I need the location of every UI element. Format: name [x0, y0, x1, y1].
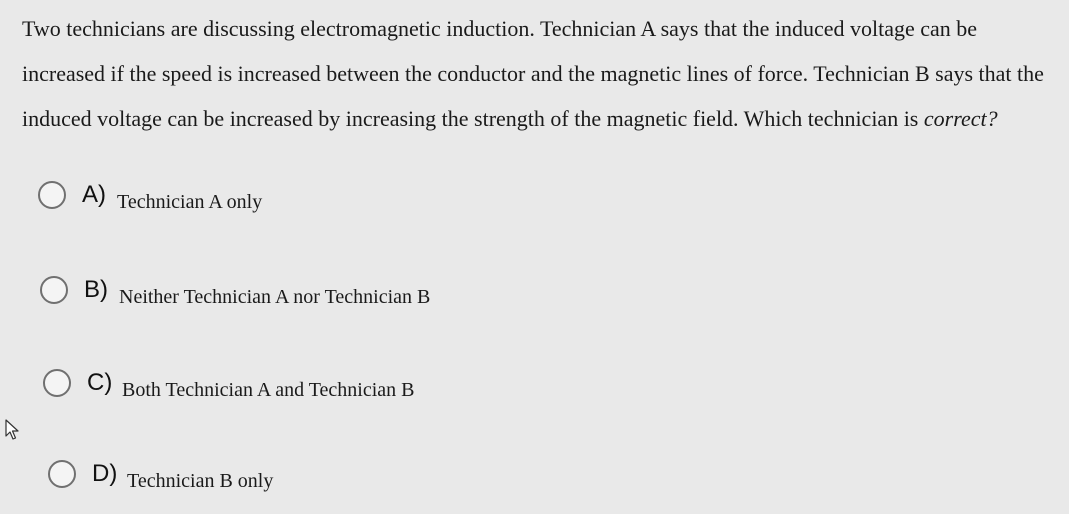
option-letter-b: B): [84, 276, 108, 303]
option-d[interactable]: [48, 460, 308, 500]
option-label-b: Neither Technician A nor Technician B: [119, 286, 431, 308]
question-body: Two technicians are discussing electromagnetic induction. Technician A says that the induced voltage can be increased if the speed is increased between the conductor and the magnetic lines of force. Technician B says that the induced voltage can be increased by increasing the strength of the magnetic field. Which technician is: [22, 16, 1044, 131]
mouse-pointer-icon: [5, 419, 21, 441]
question-end: correct?: [923, 106, 998, 131]
option-b[interactable]: [40, 276, 460, 316]
option-letter-a: A): [82, 181, 106, 208]
radio-button-c[interactable]: [43, 369, 71, 397]
radio-button-d[interactable]: [48, 460, 76, 488]
option-label-c: Both Technician A and Technician B: [122, 379, 415, 401]
question-text: [22, 6, 1062, 141]
radio-button-a[interactable]: [38, 181, 66, 209]
option-letter-c: C): [87, 369, 113, 396]
option-label-a: Technician A only: [117, 191, 263, 213]
option-label-d: Technician B only: [127, 470, 274, 492]
option-a[interactable]: [38, 181, 298, 221]
option-letter-d: D): [92, 460, 118, 487]
radio-button-b[interactable]: [40, 276, 68, 304]
option-c[interactable]: [43, 369, 443, 409]
